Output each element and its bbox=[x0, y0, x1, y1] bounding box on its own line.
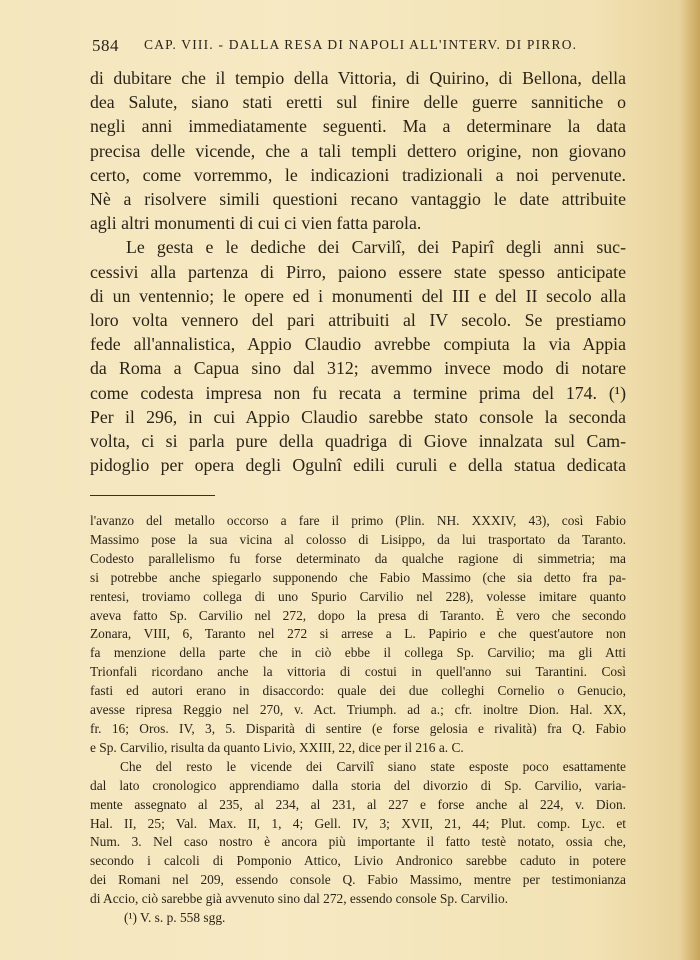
note-line: fasti ed autori erano in disaccordo: quale dei due colleghi Cornelio o Genucio, bbox=[90, 683, 626, 699]
footnotes bbox=[90, 512, 626, 928]
text-line: come codesta impresa non fu recata a termine prima del 174. (¹) bbox=[90, 382, 626, 403]
note-line: Massimo pose la sua vicina al colosso di Lisippo, da lui trasportato da Taranto. bbox=[90, 531, 626, 547]
text-line: di un ventennio; le opere ed i monumenti del III e del II secolo alla bbox=[90, 285, 626, 306]
note-line: Trionfali ricordano anche la vittoria di costui in quell'anno sui Tarantini. Così bbox=[90, 664, 626, 680]
text-line: volta, ci si parla pure della quadriga di Giove innalzata sul Cam- bbox=[90, 431, 626, 452]
note-line: avesse ripresa Reggio nel 270, v. Act. Triumph. ad a.; cfr. inoltre Dion. Hal. XX, bbox=[90, 702, 626, 718]
note-line: mente assegnato al 235, al 234, al 231, al 227 e forse anche al 224, v. Dion. bbox=[90, 796, 626, 812]
note-line: rentesi, troviamo collega di uno Spurio Carvilio nel 228), volesse imitare quanto bbox=[90, 588, 626, 604]
page-number: 584 bbox=[92, 36, 119, 55]
main-text bbox=[90, 66, 626, 477]
text-line: pidoglio per opera degli Ogulnî edili curuli e della statua dedicata bbox=[90, 455, 626, 476]
note-line: l'avanzo del metallo occorso a fare il primo (Plin. NH. XXXIV, 43), così Fabio bbox=[90, 513, 626, 528]
text-line: da Roma a Capua sino dal 312; avemmo invece modo di notare bbox=[90, 358, 626, 379]
note-line: Codesto parallelismo fu forse determinato da qualche ragione di simmetria; ma bbox=[90, 550, 626, 566]
text-line: agli altri monumenti di cui ci vien fatta parola. bbox=[90, 213, 422, 234]
note-line: Num. 3. Nel caso nostro è ancora più importante il fatto testè notato, ossia che, bbox=[90, 834, 626, 850]
note-line: dal lato cronologico apprendiamo dalla storia del divorzio di Sp. Carvilio, varia- bbox=[90, 777, 626, 793]
text-line: dea Salute, siano stati eretti sul finire delle guerre sannitiche o bbox=[90, 92, 626, 113]
note-line: Zonara, VIII, 6, Taranto nel 272 si arrese a L. Papirio e che quest'autore non bbox=[90, 626, 626, 642]
text-line: negli anni immediatamente seguenti. Ma a determinare la data bbox=[90, 116, 626, 137]
text-line: loro volta vennero del pari attribuiti al IV secolo. Se prestiamo bbox=[90, 310, 626, 331]
note-line: dei Romani nel 209, essendo console Q. Fabio Massimo, mentre per testimonianza bbox=[90, 872, 626, 888]
footnote-rule bbox=[90, 495, 215, 496]
footnote: (¹) V. s. p. 558 sgg. bbox=[124, 910, 226, 926]
note-line: secondo i calcoli di Pomponio Attico, Livio Andronico sarebbe caduto in potere bbox=[90, 853, 626, 869]
text-line: certo, come vorremmo, le indicazioni tradizionali a noi pervenute. bbox=[90, 164, 626, 185]
text-line: fede all'annalistica, Appio Claudio avrebbe compiuta la via Appia bbox=[90, 334, 626, 355]
text-line: cessivi alla partenza di Pirro, paiono essere state spesso anticipate bbox=[90, 261, 626, 282]
note-line: aveva fatto Sp. Carvilio nel 272, dopo la presa di Taranto. È vero che secondo bbox=[90, 607, 626, 623]
note-line: fr. 16; Oros. IV, 3, 5. Disparità di sentire (e forse gelosia e rivalità) fra Q. Fabio bbox=[90, 720, 626, 736]
text-line: Nè a risolvere simili questioni recano vantaggio le date attribuite bbox=[90, 189, 626, 210]
note-line: fa menzione della parte che in ciò ebbe il collega Sp. Carvilio; ma gli Atti bbox=[90, 645, 626, 661]
text-line: precisa delle vicende, che a tali templi dettero origine, non giovano bbox=[90, 140, 626, 161]
note-line: si potrebbe anche spiegarlo supponendo che Fabio Massimo (che sia detto fra pa- bbox=[90, 569, 626, 585]
note-line: Hal. II, 25; Val. Max. II, 1, 4; Gell. IV, 3; XVII, 21, 44; Plut. comp. Lyc. et bbox=[90, 815, 626, 831]
note-line: di Accio, ciò sarebbe già avvenuto sino dal 272, essendo console Sp. Carvilio. bbox=[90, 891, 508, 907]
running-title: CAP. VIII. - DALLA RESA DI NAPOLI ALL'INTERV. DI PIRRO. bbox=[144, 37, 578, 52]
text-line: di dubitare che il tempio della Vittoria, di Quirino, di Bellona, della bbox=[90, 68, 626, 88]
text-line: Le gesta e le dediche dei Carvilî, dei Papirî degli anni suc- bbox=[126, 237, 626, 258]
text-line: Per il 296, in cui Appio Claudio sarebbe stato console la seconda bbox=[90, 406, 626, 427]
note-line: Che del resto le vicende dei Carvilî siano state esposte poco esattamente bbox=[120, 758, 626, 774]
note-line: e Sp. Carvilio, risulta da quanto Livio, XXIII, 22, dice per il 216 a. C. bbox=[90, 739, 464, 755]
running-header bbox=[92, 36, 640, 56]
